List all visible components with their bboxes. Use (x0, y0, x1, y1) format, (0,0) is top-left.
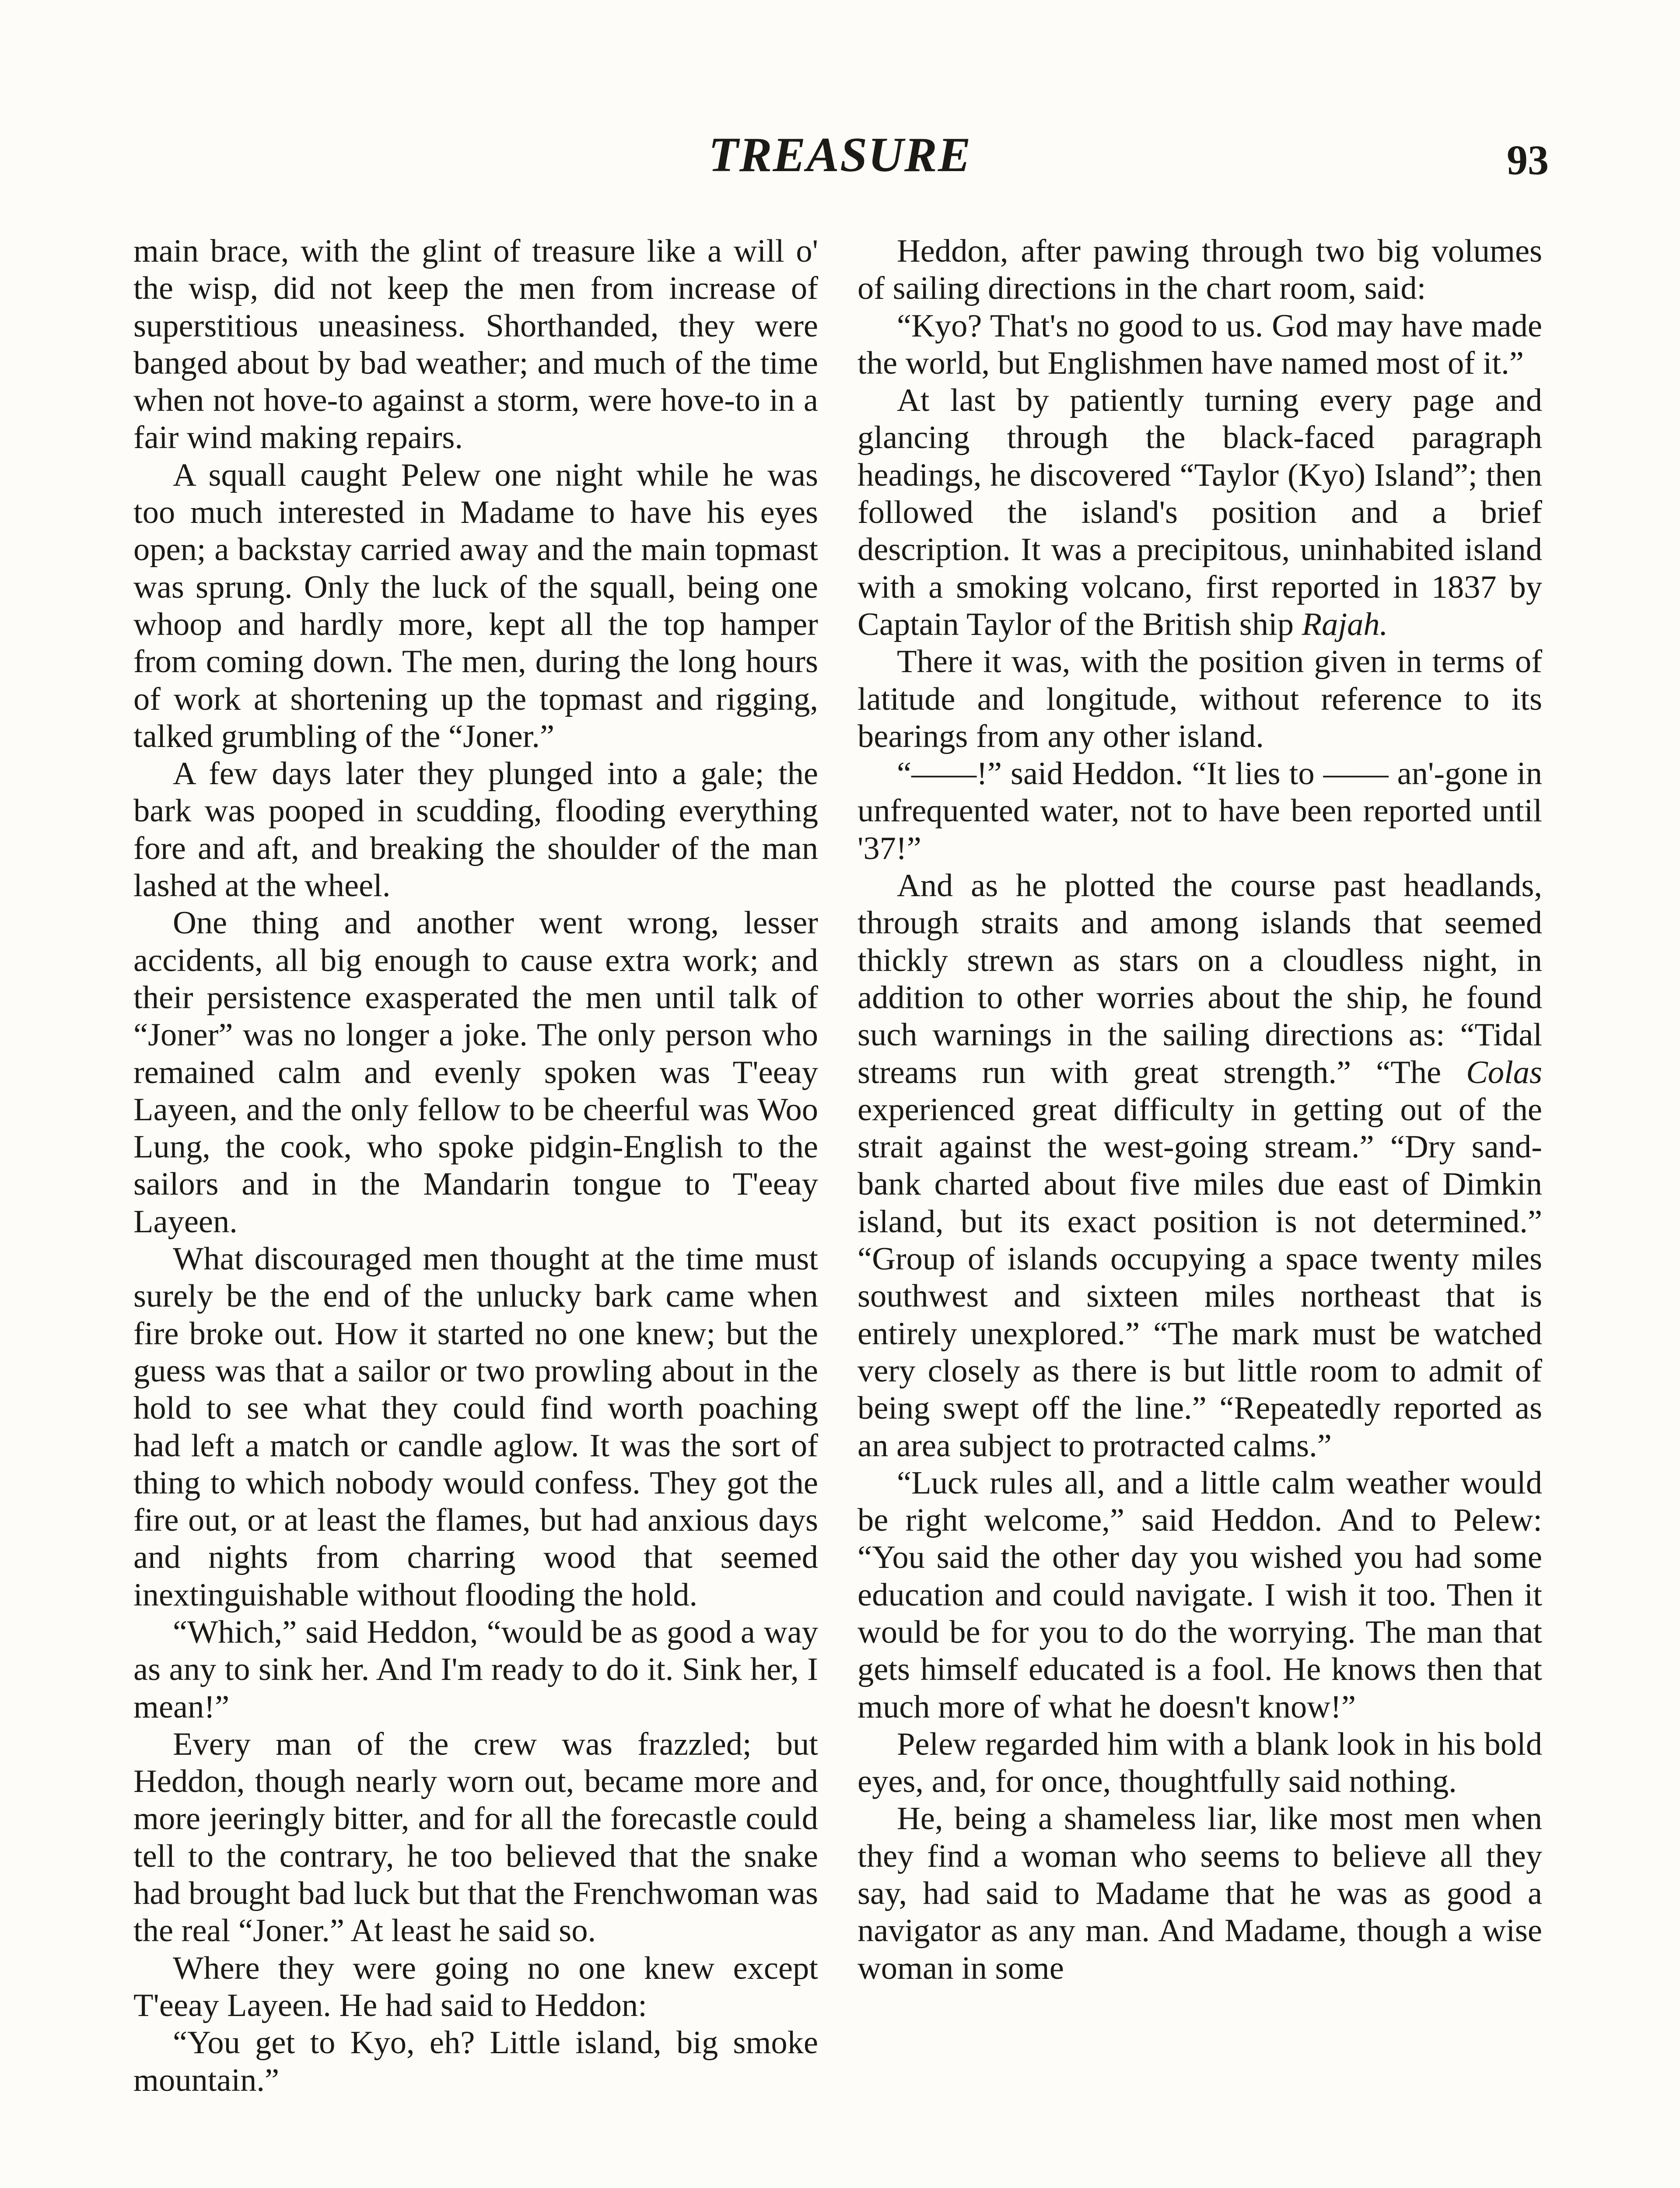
ship-name: Rajah. (1302, 606, 1388, 642)
paragraph: Heddon, after pawing through two big volumes of sailing directions in the chart room, said: (858, 233, 1542, 307)
paragraph: “Luck rules all, and a little calm weather would be right welcome,” said Heddon. And to Pelew: “You said the other day you wished you had some education and could navigate. I wish it too. Then it would be for you to do the worrying. The man that gets himself educated is a fool. He knows then that much more of what he doesn't know!” (858, 1465, 1542, 1725)
paragraph: A squall caught Pelew one night while he was too much interested in Madame to have his eyes open; a backstay carried away and the main topmast was sprung. Only the luck of the squall, being one whoop and hardly more, kept all the top hamper from coming down. The men, during the long hours of work at shortening up the topmast and rigging, talked grumbling of the “Joner.” (133, 457, 818, 754)
ship-name: Colas (1466, 1054, 1542, 1090)
paragraph (858, 867, 1542, 1465)
paragraph: He, being a shameless liar, like most men when they find a woman who seems to believe all they say, had said to Madame that he was as good a navigator as any man. And Madame, though a wise woman in some (858, 1801, 1542, 1986)
paragraph-text: At last by patiently turning every page and glancing through the black-faced paragraph headings, he discovered “Taylor (Kyo) Island”; then followed the island's position and a brief description. It was a precipitous, uninhabited island with a smoking volcano, first reported in 1837 by Captain Taylor of the British ship (858, 382, 1542, 642)
paragraph: What discouraged men thought at the time must surely be the end of the unlucky bark came when fire broke out. How it started no one knew; but the guess was that a sailor or two prowling about in the hold to see what they could find worth poaching had left a match or candle aglow. It was the sort of thing to which nobody would confess. They got the fire out, or at least the flames, but had anxious days and nights from charring wood that seemed inextinguishable without flooding the hold. (133, 1241, 818, 1613)
paragraph: Pelew regarded him with a blank look in his bold eyes, and, for once, thoughtfully said nothing. (858, 1726, 1542, 1800)
paragraph: “Kyo? That's no good to us. God may have made the world, but Englishmen have named most of it.” (858, 308, 1542, 381)
left-column (133, 233, 818, 2099)
paragraph: “Which,” said Heddon, “would be as good a way as any to sink her. And I'm ready to do it. Sink her, I mean!” (133, 1614, 818, 1725)
paragraph: A few days later they plunged into a gale; the bark was pooped in scudding, flooding everything fore and aft, and breaking the shoulder of the man lashed at the wheel. (133, 756, 818, 904)
paragraph-text: experienced great difficulty in getting out of the strait against the west-going stream.” “Dry sand-bank charted about five miles due east of Dimkin island, but its exact position is not determined.” “Group of islands occupying a space twenty miles southwest and sixteen miles northeast that is entirely unexplored.” “The mark must be watched very closely as there is but little room to admit of being swept off the line.” “Repeatedly reported as an area subject to protracted calms.” (858, 1091, 1542, 1464)
running-title: TREASURE (708, 128, 972, 182)
paragraph: main brace, with the glint of treasure like a will o' the wisp, did not keep the men from increase of superstitious uneasiness. Shorthanded, they were banged about by bad weather; and much of the time when not hove-to against a storm, were hove-to in a fair wind making repairs. (133, 233, 818, 456)
paragraph: Every man of the crew was frazzled; but Heddon, though nearly worn out, became more and more jeeringly bitter, and for all the forecastle could tell to the contrary, he too believed that the snake had brought bad luck but that the Frenchwoman was the real “Joner.” At least he said so. (133, 1726, 818, 1949)
paragraph-text: And as he plotted the course past headlands, through straits and among islands that seemed thickly strewn as stars on a cloudless night, in addition to other worries about the ship, he found such warnings in the sailing directions as: “Tidal streams run with great strength.” “The (858, 868, 1542, 1090)
paragraph: “——!” said Heddon. “It lies to —— an'-gone in unfrequented water, not to have been reported until '37!” (858, 756, 1542, 866)
paragraph: One thing and another went wrong, lesser accidents, all big enough to cause extra work; and their persistence exasperated the men until talk of “Joner” was no longer a joke. The only person who remained calm and evenly spoken was T'eeay Layeen, and the only fellow to be cheerful was Woo Lung, the cook, who spoke pidgin-English to the sailors and in the Mandarin tongue to T'eeay Layeen. (133, 905, 818, 1240)
paragraph: There it was, with the position given in terms of latitude and longitude, without reference to its bearings from any other island. (858, 644, 1542, 754)
right-column (858, 233, 1542, 1987)
paragraph (858, 382, 1542, 643)
page-number: 93 (1507, 137, 1549, 183)
paragraph: “You get to Kyo, eh? Little island, big smoke mountain.” (133, 2025, 818, 2098)
paragraph: Where they were going no one knew except T'eeay Layeen. He had said to Heddon: (133, 1950, 818, 2023)
